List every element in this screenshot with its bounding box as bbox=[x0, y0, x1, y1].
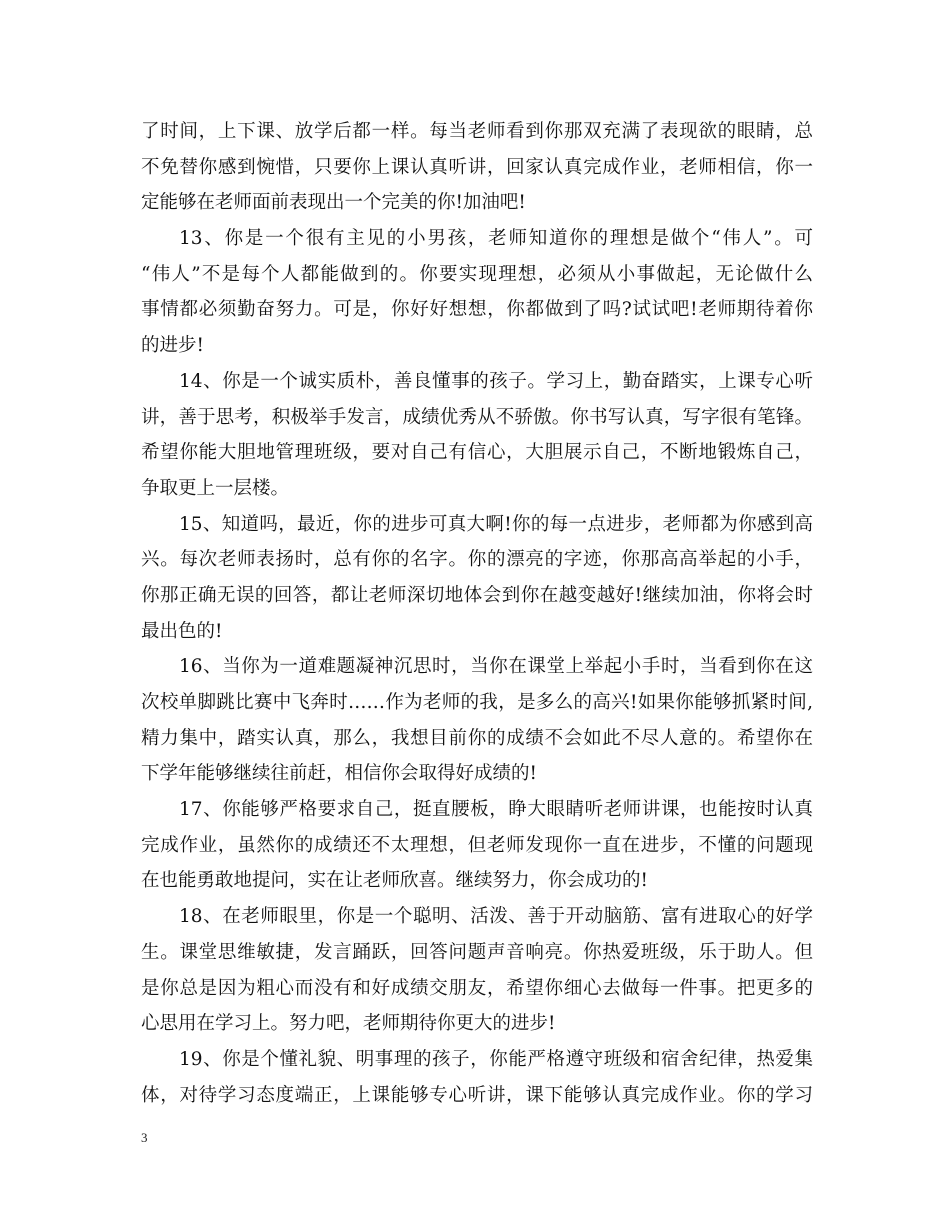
page-number: 3 bbox=[141, 1130, 148, 1145]
text-line: 希望你能大胆地管理班级，要对自己有信心，大胆展示自己，不断地锻炼自己， bbox=[141, 442, 813, 464]
paragraph-first-line: 14、你是一个诚实质朴，善良懂事的孩子。学习上，勤奋踏实，上课专心听 bbox=[179, 370, 813, 392]
text-line: 不免替你感到惋惜，只要你上课认真听讲，回家认真完成作业，老师相信，你一 bbox=[141, 156, 813, 178]
text-line: 体，对待学习态度端正，上课能够专心听讲，课下能够认真完成作业。你的学习 bbox=[141, 1084, 813, 1106]
text-line: 在也能勇敢地提问，实在让老师欣喜。继续努力，你会成功的! bbox=[141, 870, 648, 892]
text-line: 精力集中，踏实认真，那么，我想目前你的成绩不会如此不尽人意的。希望你在 bbox=[141, 727, 813, 749]
text-line: 定能够在老师面前表现出一个完美的你!加油吧! bbox=[141, 192, 526, 214]
text-line: 兴。每次老师表扬时，总有你的名字。你的漂亮的字迹，你那高高举起的小手， bbox=[141, 549, 813, 571]
paragraph-first-line: 16、当你为一道难题凝神沉思时，当你在课堂上举起小手时，当看到你在这 bbox=[179, 656, 813, 678]
text-line: 最出色的! bbox=[141, 620, 223, 642]
paragraph-first-line: 17、你能够严格要求自己，挺直腰板，睁大眼睛听老师讲课，也能按时认真 bbox=[179, 799, 813, 821]
text-line: 是你总是因为粗心而没有和好成绩交朋友，希望你细心去做每一件事。把更多的 bbox=[141, 977, 813, 999]
text-line: “伟人”不是每个人都能做到的。你要实现理想，必须从小事做起，无论做什么 bbox=[141, 263, 813, 285]
paragraph-first-line: 18、在老师眼里，你是一个聪明、活泼、善于开动脑筋、富有进取心的好学 bbox=[179, 906, 813, 928]
text-line: 了时间，上下课、放学后都一样。每当老师看到你那双充满了表现欲的眼睛，总 bbox=[141, 121, 813, 142]
text-line: 你那正确无误的回答，都让老师深切地体会到你在越变越好!继续加油，你将会时 bbox=[141, 584, 813, 606]
text-line: 次校单脚跳比赛中飞奔时……作为老师的我，是多么的高兴!如果你能够抓紧时间, bbox=[141, 692, 813, 713]
paragraph-first-line: 13、你是一个很有主见的小男孩，老师知道你的理想是做个“伟人”。可 bbox=[179, 228, 813, 250]
text-line: 生。课堂思维敏捷，发言踊跃，回答问题声音响亮。你热爱班级，乐于助人。但 bbox=[141, 941, 813, 963]
text-line: 心思用在学习上。努力吧，老师期待你更大的进步! bbox=[141, 1013, 556, 1035]
paragraph-first-line: 19、你是个懂礼貌、明事理的孩子，你能严格遵守班级和宿舍纪律，热爱集 bbox=[179, 1048, 813, 1070]
text-line: 下学年能够继续往前赶，相信你会取得好成绩的! bbox=[141, 763, 537, 785]
text-line: 事情都必须勤奋努力。可是，你好好想想，你都做到了吗?试试吧!老师期待着你 bbox=[141, 299, 813, 321]
text-line: 完成作业，虽然你的成绩还不太理想，但老师发现你一直在进步，不懂的问题现 bbox=[141, 834, 813, 856]
paragraph-first-line: 15、知道吗，最近，你的进步可真大啊!你的每一点进步，老师都为你感到高 bbox=[179, 513, 813, 535]
text-line: 争取更上一层楼。 bbox=[141, 477, 290, 499]
text-line: 的进步! bbox=[141, 335, 204, 357]
document-body bbox=[141, 114, 813, 1113]
text-line: 讲，善于思考，积极举手发言，成绩优秀从不骄傲。你书写认真，写字很有笔锋。 bbox=[141, 406, 813, 428]
